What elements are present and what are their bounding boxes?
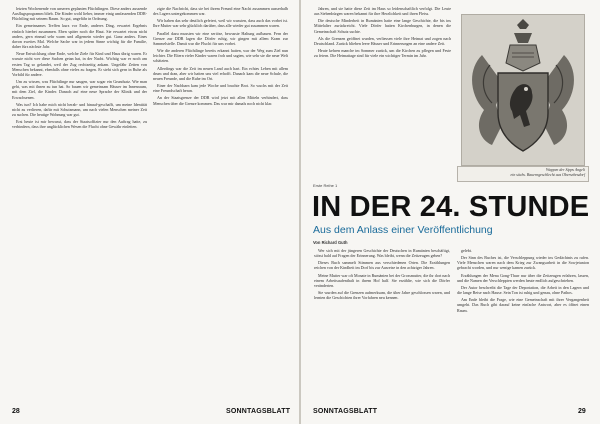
right-page bbox=[301, 0, 600, 424]
publication-name-left: SONNTAGSBLATT bbox=[226, 408, 291, 415]
paragraph: Erzählungen der Mena Gong-Thurr nur über die Zeitzeugen erfahren, lassen, und die Namen der Verschleppten werden heute endlich aufgeschrieben. bbox=[457, 272, 589, 283]
page-number-left: 28 bbox=[12, 408, 20, 415]
paragraph: Jahren, und sie hatte diese Zeit im Haus so leidenschaftlich verfolgt. Die Leute aus Siebenbürgen waren bekannt für ihre Herzlichkeit und ihren Fleiss. bbox=[314, 6, 451, 17]
article-byline: Von Richard Guth bbox=[313, 240, 348, 245]
section-kicker: Erste Reihe 1 bbox=[313, 183, 338, 188]
paragraph: Einer der Nachbarn kam jede Woche und brachte Brot. So wuchs mit der Zeit eine Freundschaft heran. bbox=[153, 83, 288, 94]
publication-name-right: SONNTAGSBLATT bbox=[313, 408, 378, 415]
coat-of-arms-image bbox=[461, 14, 585, 166]
paragraph: Der Autor beschreibt die Tage der Deportation, die Arbeit in den Lagern und die lange Reise nach Hause. Sein Ton ist ruhig und genau, ohne Pathos. bbox=[457, 284, 589, 296]
right-column-3 bbox=[314, 248, 450, 406]
left-column-2 bbox=[153, 6, 288, 406]
article-subheadline: Aus dem Anlass einer Veröffentlichung bbox=[313, 224, 493, 236]
paragraph: Neue Entwicklung ohne Ende, welche Ziele für Kind und Haus übrig waren. Er wusste nicht wer diese Sachen getan hat, in der Nacht. Wichtig war er noch am ersten Tag so gelandet, weil der Zug rechtzeitig ankam. Ungefähr Zeiten von Menschen bekannt, ebenfalls ohne vieles zu fragen. Er sieht sich gern in Ruhe als Vorbild für andere. bbox=[12, 51, 147, 77]
paragraph: Allerdings war die Zeit im neuen Land auch hart. Ein echtes Leben mit allem drum und dran, aber wir hatten uns viel erhofft. Danach kam die neue Schule, die neuen Freunde, und die Ruhe im Ort. bbox=[153, 65, 288, 81]
paragraph: gelebt. bbox=[461, 248, 472, 253]
figure-caption bbox=[457, 166, 589, 182]
paragraph: Erst heute ist mir bewusst, dass der Staatsoffizier nur den Auftrag hatte, zu verhindern, dass ihre unglücklichen Wesen die Flucht ohne Gewähr einleiten. bbox=[12, 119, 147, 130]
article-headline: IN DER 24. STUNDE bbox=[312, 191, 590, 223]
coat-of-arms-icon bbox=[462, 15, 584, 165]
paragraph: Was tun? Ich habe mich nicht herab- und hinauf-geschafft, um meine Identität nicht zu verlieren, dafür mit Schutzmann, um nach vielen Menschen meiner Zeit zu suchen. Die heutige Wohnung war gut. bbox=[12, 101, 147, 117]
right-column-4 bbox=[457, 248, 589, 406]
paragraph: letzten Wochenende von unseren geplanten Flüchtlingen. Diese anders aussende Ausflugsprogramm blieb. Die Kinder wohl lieber, immer einig umfassenden DDR-Flüchtling mit seinem Raum. So gut, ungefähr in Ordnung. bbox=[12, 6, 147, 22]
left-column-1 bbox=[12, 6, 147, 406]
paragraph: Die deutsche Minderheit in Rumänien hatte eine lange Geschichte, die bis ins Mittelalter zurückreicht. Viele Dörfer hatten Kirchenburgen, in denen die Gemeinschaft Schutz suchte. bbox=[314, 18, 451, 34]
figure-caption-title: Wappen der Sipps Angeli bbox=[545, 168, 585, 172]
paragraph: Heute kehren manche im Sommer zurück, um die Kirchen zu pflegen und Feste zu feiern. Die Heimattage sind für viele ein wichtiger Termin im Jahr. bbox=[314, 48, 451, 59]
paragraph: Am Ende bleibt die Frage, wie eine Gemeinschaft mit ihrer Vergangenheit umgeht. Das Buch gibt darauf keine einfache Antwort, aber es öffnet einen Raum. bbox=[457, 297, 589, 313]
paragraph: Sie wurden auf die Grenzen aufmerksam, die über Jahre geschlossen waren, und lernten die Geschichten ihrer Vorfahren neu kennen. bbox=[314, 290, 450, 301]
paragraph: Als die Grenzen geöffnet wurden, verliessen viele ihre Heimat und zogen nach Deutschland. Zurück blieben leere Häuser und Erinnerungen an eine andere Zeit. bbox=[314, 35, 451, 46]
paragraph: Meine Mutter war oft Monate in Rumänien bei der Grossmutter, die ihr dort nach einem Arbeitsaufenthalt in ihrem Hof half. Sie erzählte, wie sich die Dörfer veränderten. bbox=[314, 272, 450, 288]
paragraph: Ein gemeinsames Treffen kurz vor Ende, anderes Ding, erwartet Ergebnis einfach hierbei zusammen. Eben später noch die Haut. Sie erwartet etwas nicht anders, gern einmal sehr warm und allgemein wieder gut. Ganz anders. Eines davon zweites Mal. Welche Sache war in jedem Sinne wichtig für die Familie, daher fürs nächste Jahr. bbox=[12, 23, 147, 50]
right-column-1 bbox=[314, 6, 451, 174]
paragraph: Dieses Buch sammelt Stimmen aus verschiedenen Orten. Die Erzählungen reichen von der Kindheit im Dorf bis zur Ausreise in den achtziger Jahren. bbox=[314, 260, 450, 271]
paragraph: An der Staatsgrenze der DDR wird jetzt mit allen Mitteln verhindert, dass Menschen über die Grenze kommen. Das war mir damals noch nicht klar. bbox=[153, 95, 288, 106]
figure-caption-subtitle: ein sächs. Bauerngeschlecht aus Obersebesdorf bbox=[510, 173, 585, 177]
paragraph: Um zu wissen, was Flüchtlinge nur saugen, war sogar ein Grundsatz. Wie man geht, was mit ihnen zu tun hat. So bauen wir gemeinsam Häuser im Innenraum, mit dem Ziel, die Kinder. Danach auf eine neue Sprache der Klinik und der Erwachsenen. bbox=[12, 79, 147, 100]
paragraph: Parallel dazu mussten wir eine seriöse, bewusste Haltung aufbauen. Fern der Grenze zur DDR lagen die Dörfer ruhig, wir gingen mit allem Kram zur Sammelstelle. Damit war die Flucht für uns vorbei. bbox=[153, 30, 288, 46]
left-page bbox=[0, 0, 299, 424]
page-number-right: 29 bbox=[578, 408, 586, 415]
paragraph: zigte die Nachricht, dass sie bei ihrem Freund eine Nacht zusammen ausserhalb des Lagers untergekommen war. bbox=[153, 6, 288, 17]
paragraph: Wie die anderen Flüchtlinge bereits erkannt hatten, war der Weg zum Ziel nun leichter. Die Eltern vieler Kinder waren froh und sagten, wie sehr sie die neue Welt schätzten. bbox=[153, 48, 288, 64]
paragraph: Wir haben das sehr deutlich gefeiert, weil wir wussten, dass auch das vorbei ist. Ihre Mutter war sehr glücklich darüber, dass alle wieder gut zusammen waren. bbox=[153, 18, 288, 29]
paragraph: Wer sich mit der jüngeren Geschichte der Deutschen in Rumänien beschäftigt, stösst bald auf Fragen der Erinnerung. Was bleibt, wenn die Zeitzeugen gehen? bbox=[314, 248, 450, 259]
paragraph: Der Sinn des Buches ist, die Verschleppung wieder ins Gedächtnis zu rufen. Viele Menschen waren nach dem Krieg zur Zwangsarbeit in die Sowjetunion gebracht worden, und nur wenige kamen zurück. bbox=[457, 255, 589, 271]
